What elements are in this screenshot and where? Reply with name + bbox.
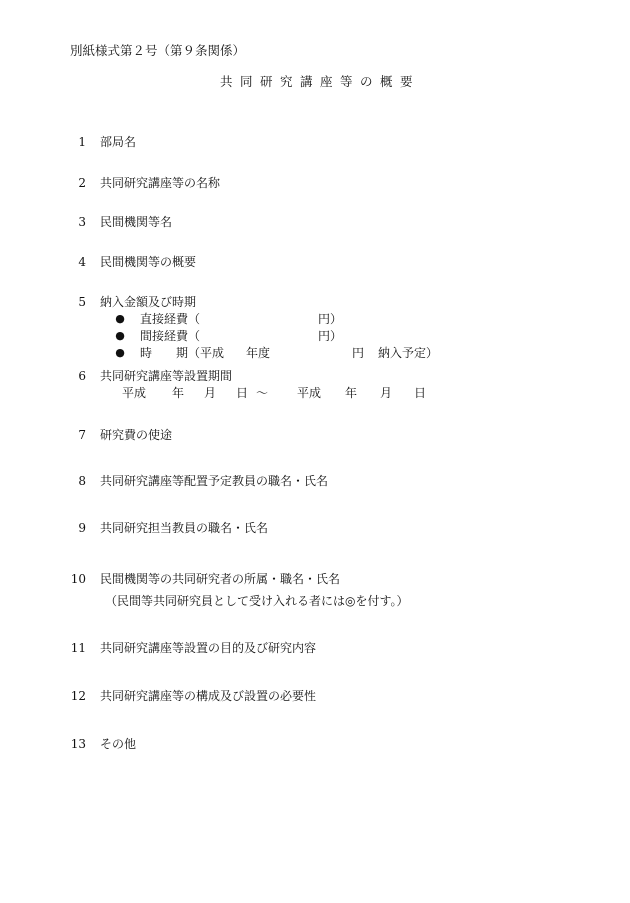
timing-note: 納入予定） bbox=[378, 346, 439, 360]
item-label: 民間機関等の共同研究者の所属・職名・氏名 bbox=[100, 572, 341, 586]
direct-cost-label: 直接経費（ bbox=[140, 312, 201, 326]
item-number: 10 bbox=[70, 572, 86, 586]
item-label: 研究費の使途 bbox=[100, 428, 173, 442]
indirect-cost-label: 間接経費（ bbox=[140, 329, 201, 343]
item-number: 13 bbox=[70, 737, 86, 751]
item-number: 11 bbox=[70, 641, 86, 655]
period-end-era: 平成 bbox=[297, 386, 322, 400]
item-label: 納入金額及び時期 bbox=[100, 295, 197, 309]
timing-year: 年度 bbox=[246, 346, 271, 360]
period-end-month: 月 bbox=[380, 386, 393, 400]
item-label: 民間機関等の概要 bbox=[100, 255, 197, 269]
item-label: 共同研究講座等設置期間 bbox=[100, 369, 233, 383]
indirect-cost-unit: 円） bbox=[318, 329, 343, 343]
form-number: 別紙様式第２号（第９条関係） bbox=[70, 43, 246, 58]
item-label: 共同研究講座等の名称 bbox=[100, 176, 221, 190]
period-start-month: 月 bbox=[204, 386, 217, 400]
period-start-era: 平成 bbox=[122, 386, 147, 400]
item-number: 3 bbox=[78, 215, 86, 229]
item-number: 7 bbox=[78, 428, 86, 442]
item-label: 共同研究担当教員の職名・氏名 bbox=[100, 521, 269, 535]
document-title: 共同研究講座等の概要 bbox=[219, 74, 420, 89]
direct-cost-unit: 円） bbox=[318, 312, 343, 326]
period-end-year: 年 bbox=[345, 386, 358, 400]
researchers-note: （民間等共同研究員として受け入れる者には◎を付す。） bbox=[105, 594, 409, 608]
item-number: 12 bbox=[70, 689, 86, 703]
period-start-year: 年 bbox=[172, 386, 185, 400]
item-number: 9 bbox=[78, 521, 86, 535]
item-number: 5 bbox=[78, 295, 86, 309]
timing-yen: 円 bbox=[352, 346, 365, 360]
item-label: 共同研究講座等設置の目的及び研究内容 bbox=[100, 641, 317, 655]
timing-label: 時 期（平成 bbox=[140, 346, 225, 360]
item-label: 部局名 bbox=[100, 135, 137, 149]
item-number: 4 bbox=[78, 255, 86, 269]
bullet-icon: ● bbox=[115, 329, 125, 342]
item-number: 1 bbox=[78, 135, 86, 149]
item-number: 2 bbox=[78, 176, 86, 190]
period-tilde: ～ bbox=[256, 386, 269, 400]
item-number: 6 bbox=[78, 369, 86, 383]
item-label: 共同研究講座等の構成及び設置の必要性 bbox=[100, 689, 317, 703]
bullet-icon: ● bbox=[115, 346, 125, 359]
item-number: 8 bbox=[78, 474, 86, 488]
item-label: 民間機関等名 bbox=[100, 215, 173, 229]
bullet-icon: ● bbox=[115, 312, 125, 325]
item-label: その他 bbox=[100, 737, 137, 751]
period-start-day: 日 bbox=[236, 386, 249, 400]
item-label: 共同研究講座等配置予定教員の職名・氏名 bbox=[100, 474, 329, 488]
period-end-day: 日 bbox=[414, 386, 427, 400]
